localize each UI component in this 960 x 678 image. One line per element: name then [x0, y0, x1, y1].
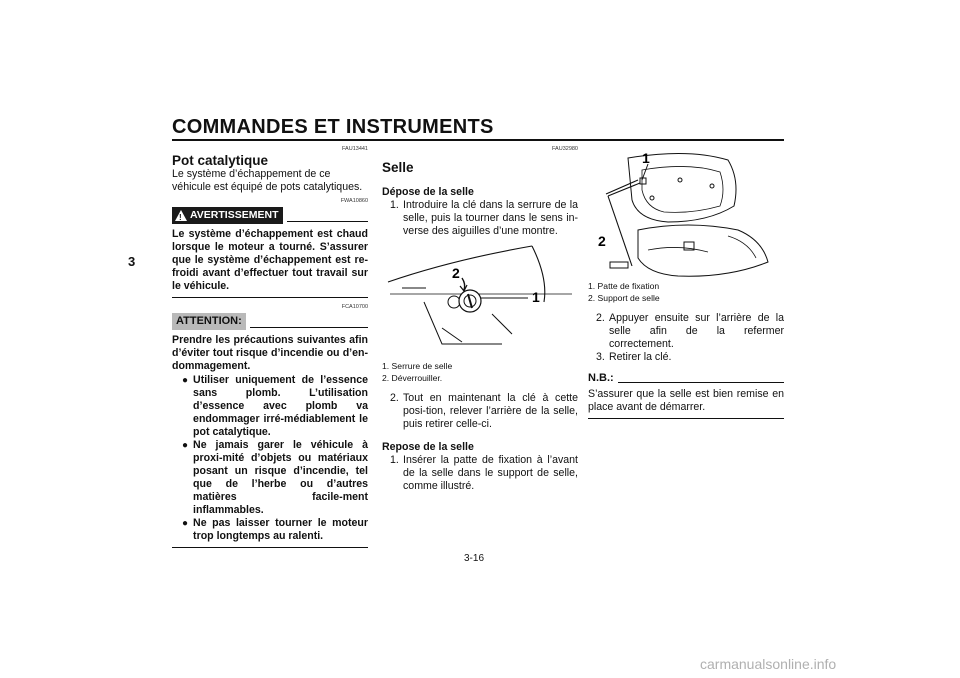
- figure-caption: 2. Déverrouiller.: [382, 373, 443, 383]
- bullet-icon: ●: [182, 518, 189, 529]
- page-number: 3-16: [464, 553, 485, 564]
- warning-icon: [175, 210, 187, 221]
- bullet-text: Ne pas laisser tourner le moteur trop longtemps au ralenti.: [193, 517, 368, 542]
- step-number: 1.: [390, 454, 399, 466]
- list-item: [390, 454, 578, 493]
- ref-code: FAU32980: [552, 146, 578, 152]
- figure-label-1: 1: [642, 150, 650, 166]
- warning-header: [172, 207, 368, 224]
- section-title-seat: Selle: [382, 160, 414, 175]
- warning-badge: [172, 207, 283, 224]
- column-seat: [382, 146, 578, 493]
- caution-end-rule: [172, 547, 368, 548]
- list-item: [182, 517, 368, 543]
- warning-code: FWA10860: [340, 198, 368, 204]
- caution-badge: ATTENTION:: [172, 313, 246, 330]
- warning-rule: [287, 221, 368, 222]
- step-text: Retirer la clé.: [609, 351, 672, 363]
- warning-label: AVERTISSEMENT: [190, 209, 279, 221]
- section-title-catalytic: Pot catalytique: [172, 153, 269, 168]
- figure-label-2: 2: [452, 265, 460, 281]
- caution-code: FCA10700: [341, 304, 368, 310]
- step-number: 3.: [596, 351, 605, 363]
- figure-label-1: 1: [532, 289, 540, 305]
- caution-rule: [250, 327, 368, 328]
- figure-caption: 1. Patte de fixation: [588, 281, 660, 291]
- ref-code: FAU13441: [342, 146, 368, 152]
- list-item: [596, 351, 784, 364]
- column-catalytic: [172, 146, 368, 554]
- note-text: S’assurer que la selle est bien remise en place avant de démarrer.: [588, 388, 784, 413]
- bullet-text: Ne jamais garer le véhicule à proxi-mité d’objets ou matériaux posant un risque d’incendie, tel que de l’herbe ou d’autres matières facile-ment inflammables.: [193, 439, 368, 516]
- figure-caption: 2. Support de selle: [588, 293, 660, 303]
- list-item: [182, 439, 368, 517]
- warning-end-rule: [172, 297, 368, 298]
- seat-bracket-illustration: [588, 150, 784, 280]
- caution-header: [172, 313, 368, 330]
- list-item: [390, 392, 578, 431]
- step-text: Appuyer ensuite sur l’arrière de la selle afin de la refermer correctement.: [609, 312, 784, 350]
- bullet-text: Utiliser uniquement de l’essence sans plomb. L’utilisation d’essence avec plomb va endommager irré-médiablement le pot catalytique.: [193, 374, 368, 438]
- seat-lock-illustration: [382, 238, 578, 360]
- step-number: 1.: [390, 199, 399, 211]
- catalytic-intro: Le système d’échappement de ce véhicule est équipé de pots catalytiques.: [172, 168, 363, 193]
- warning-text: Le système d’échappement est chaud lorsque le moteur a tourné. S’assurer que le système d’échappement est re-froidi avant d’effectuer tout travail sur le véhicule.: [172, 228, 368, 292]
- note-end-rule: [588, 418, 784, 419]
- note-rule: [618, 382, 784, 383]
- figure-caption: 1. Serrure de selle: [382, 361, 453, 371]
- note-label: N.B.:: [588, 372, 614, 384]
- step-text: Insérer la patte de fixation à l’avant de la selle dans le support de selle, comme illustré.: [403, 454, 578, 492]
- bullet-icon: ●: [182, 375, 189, 386]
- step-number: 2.: [596, 312, 605, 324]
- page-title: COMMANDES ET INSTRUMENTS: [172, 116, 494, 138]
- note-header: [588, 372, 784, 385]
- footer-watermark: carmanualsonline.info: [700, 656, 837, 672]
- column-seat-continued: [588, 146, 784, 425]
- step-text: Introduire la clé dans la serrure de la selle, puis la tourner dans le sens in-verse des aiguilles d’une montre.: [403, 199, 578, 237]
- removal-title: Dépose de la selle: [382, 186, 474, 198]
- seat-lock-figure: [382, 238, 578, 360]
- list-item: [182, 374, 368, 439]
- step-number: 2.: [390, 392, 399, 404]
- step-text: Tout en maintenant la clé à cette posi-tion, relever l’arrière de la selle, puis retirer celle-ci.: [403, 392, 578, 430]
- list-item: [596, 312, 784, 351]
- install-title: Repose de la selle: [382, 441, 474, 453]
- caution-text: Prendre les précautions suivantes afin d’éviter tout risque d’incendie ou d’en-dommagement.: [172, 334, 368, 372]
- bullet-icon: ●: [182, 440, 189, 451]
- list-item: [390, 199, 578, 238]
- chapter-tab: 3: [128, 254, 136, 269]
- seat-bracket-figure: [588, 150, 784, 280]
- header-rule: [172, 139, 784, 141]
- figure-label-2: 2: [598, 233, 606, 249]
